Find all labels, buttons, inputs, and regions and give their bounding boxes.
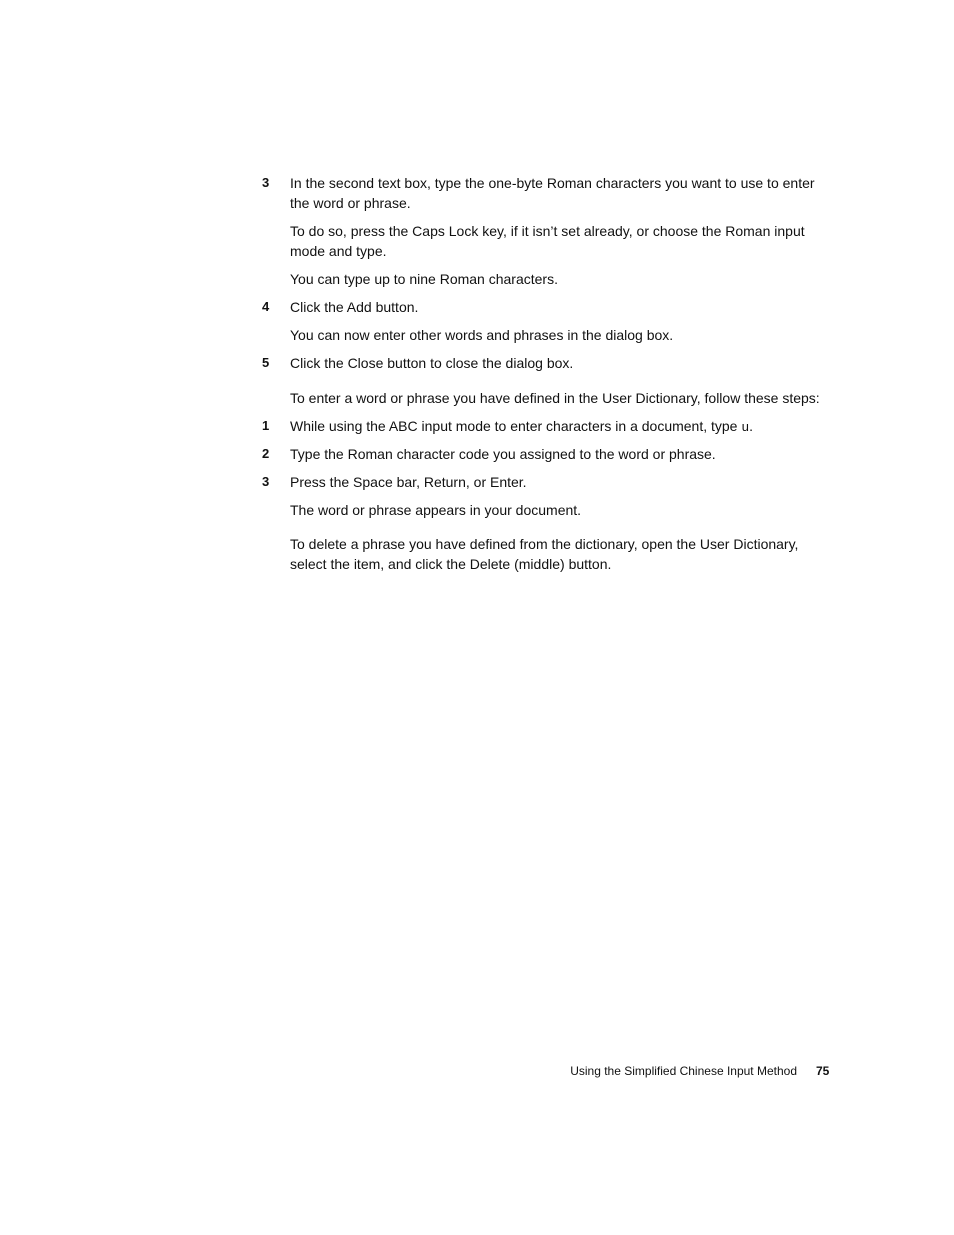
step-text: Click the Close button to close the dialog box. (290, 355, 574, 371)
step-number: 3 (262, 175, 270, 190)
step-text: Type the Roman character code you assigned to the word or phrase. (290, 446, 716, 462)
step-number: 2 (262, 446, 270, 461)
step-number: 5 (262, 355, 270, 370)
step-text: Press the Space bar, Return, or Enter. (290, 474, 527, 490)
page-number: 75 (816, 1064, 830, 1078)
step-text: In the second text box, type the one-byte Roman characters you want to use to enter the word or phrase. (290, 175, 815, 211)
step-text-end: . (749, 418, 754, 434)
intro-paragraph: To enter a word or phrase you have defined in the User Dictionary, follow these steps: (290, 390, 820, 406)
code-u: u (741, 420, 750, 435)
step-text-main: While using the ABC input mode to enter characters in a document, type (290, 418, 742, 434)
step-number: 4 (262, 299, 270, 314)
step-text: Click the Add button. (290, 299, 419, 315)
step-note: You can type up to nine Roman characters. (290, 271, 558, 287)
step-note: To do so, press the Caps Lock key, if it isn’t set already, or choose the Roman input mode and type. (290, 223, 805, 259)
step-note: You can now enter other words and phrases in the dialog box. (290, 327, 674, 343)
step-number: 1 (262, 418, 270, 433)
delete-note: To delete a phrase you have defined from the dictionary, open the User Dictionary, select the item, and click the Delete (middle) button. (290, 536, 799, 572)
step-text (290, 416, 835, 438)
footer-chapter-title: Using the Simplified Chinese Input Method (570, 1064, 797, 1078)
result-note: The word or phrase appears in your document. (290, 502, 582, 518)
step-number: 3 (262, 474, 270, 489)
